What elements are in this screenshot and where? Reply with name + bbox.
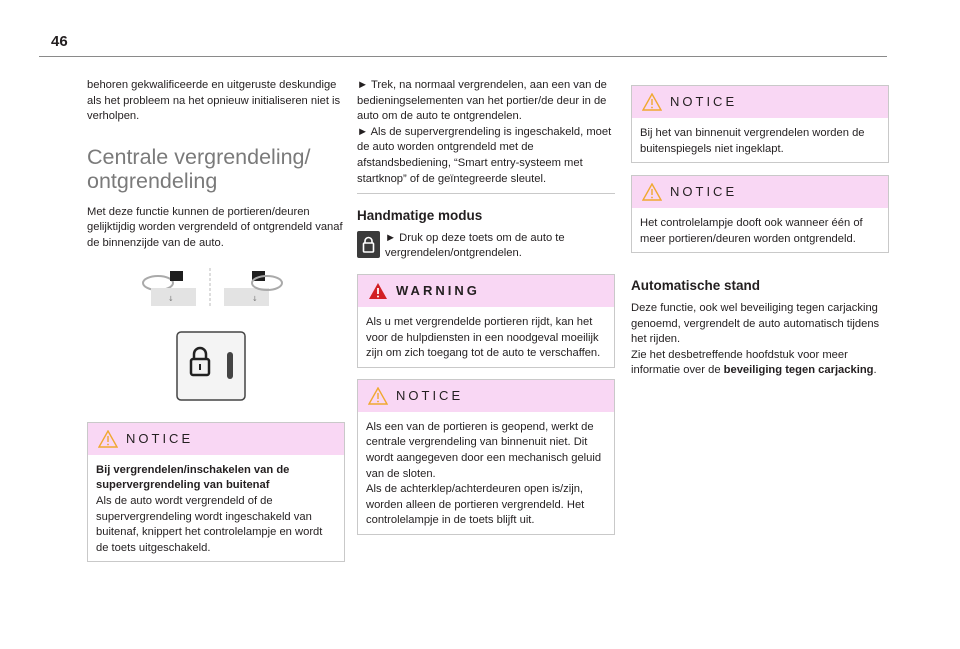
- svg-text:↓: ↓: [252, 294, 258, 303]
- caution-icon: [368, 387, 388, 405]
- warning-header: [358, 275, 614, 307]
- manual-mode-row: [357, 231, 615, 262]
- column-2: [357, 78, 615, 535]
- lock-button-illustration: [176, 331, 246, 401]
- notice-box: [631, 175, 889, 253]
- manual-mode-text: ► Druk op deze toets om de auto te vergrendelen/ontgrendelen.: [385, 231, 565, 260]
- section-description: Met deze functie kunnen de portieren/deuren gelijktijdig worden vergrendeld of ontgrendeld vanaf de binnenzijde van de auto.: [87, 205, 343, 249]
- column-3: [631, 85, 889, 379]
- notice-text: Bij het van binnenuit vergrendelen worden de buitenspiegels niet ingeklapt.: [640, 127, 865, 155]
- svg-text:↓: ↓: [168, 294, 174, 303]
- page-number: 46: [51, 33, 68, 50]
- notice-box: [87, 422, 345, 563]
- notice-label: NOTICE: [670, 94, 738, 110]
- automatic-mode-text-1: Deze functie, ook wel beveiliging tegen carjacking genoemd, vergrendelt de auto automatisch tijdens het rijden.: [631, 301, 880, 346]
- notice-body: [632, 208, 888, 252]
- notice-box: [357, 379, 615, 535]
- notice-label: NOTICE: [126, 430, 194, 446]
- manual-mode-heading: Handmatige modus: [357, 208, 483, 224]
- notice-bold-text: Bij vergrendelen/inschakelen van de supervergrendeling van buitenaf: [96, 463, 290, 492]
- caution-icon: [642, 93, 662, 111]
- warning-box: [357, 274, 615, 368]
- automatic-mode-text-2c: .: [873, 364, 877, 377]
- bullet-1: ► Trek, na normaal vergrendelen, aan een van de bedieningselementen van het portier/de deur in de auto om de auto te ontgrendelen.: [357, 79, 607, 123]
- notice-body: [88, 455, 344, 562]
- dashboard-illustration: [137, 268, 287, 314]
- lock-icon: [357, 231, 380, 258]
- warning-text: Als u met vergrendelde portieren rijdt, kan het voor de hulpdiensten in een noodgeval moeilijk zijn om zich toegang tot de auto te verschaffen.: [366, 315, 601, 360]
- warning-body: [358, 307, 614, 367]
- caution-icon: [98, 430, 118, 448]
- notice-body: [632, 118, 888, 162]
- automatic-mode-text-2a: Zie het desbetreffende hoofdstuk voor meer informatie over de: [631, 348, 848, 377]
- header-divider: [39, 56, 887, 57]
- notice-label: NOTICE: [396, 387, 464, 403]
- section-title-line1: Centrale vergrendeling/: [87, 144, 311, 169]
- notice-header: [358, 380, 614, 412]
- notice-box: [631, 85, 889, 163]
- warning-icon: [368, 282, 388, 300]
- bullet-2: ► Als de supervergrendeling is ingeschakeld, moet de auto worden ontgrendeld met de afstandsbediening, “Smart entry-systeem met startknop” of de geïntegreerde sleutel.: [357, 125, 612, 185]
- automatic-mode-heading: Automatische stand: [631, 278, 761, 294]
- caution-icon: [642, 183, 662, 201]
- notice-text-1: Als een van de portieren is geopend, werkt de centrale vergrendeling van binnenuit niet. Dit wordt aangegeven door een mechanisch geluid van de sloten.: [366, 420, 602, 480]
- column-1: [87, 78, 345, 562]
- section-title-line2: ontgrendeling: [87, 168, 218, 193]
- automatic-mode-text-2: [631, 348, 889, 379]
- warning-label: WARNING: [396, 283, 480, 299]
- intro-paragraph: behoren gekwalificeerde en uitgeruste deskundige als het probleem na het opnieuw initialiseren niet is verholpen.: [87, 79, 341, 123]
- notice-text: Als de auto wordt vergrendeld of de supervergrendeling wordt ingeschakeld van buitenaf, knippert het controlelampje en wordt de toets uitgeschakeld.: [96, 494, 323, 554]
- notice-label: NOTICE: [670, 184, 738, 200]
- section-title: [87, 145, 345, 193]
- notice-header: [632, 86, 888, 118]
- notice-header: [88, 423, 344, 455]
- carjacking-link-text: beveiliging tegen carjacking: [723, 364, 874, 377]
- notice-body: [358, 412, 614, 534]
- notice-text: Het controlelampje dooft ook wanneer één of meer portieren/deuren worden ontgrendeld.: [640, 217, 863, 245]
- notice-header: [632, 176, 888, 208]
- section-divider: [357, 193, 615, 194]
- notice-text-2: Als de achterklep/achterdeuren open is/zijn, worden alleen de portieren vergrendeld. Het controlelampje in de toets blijft uit.: [366, 483, 585, 527]
